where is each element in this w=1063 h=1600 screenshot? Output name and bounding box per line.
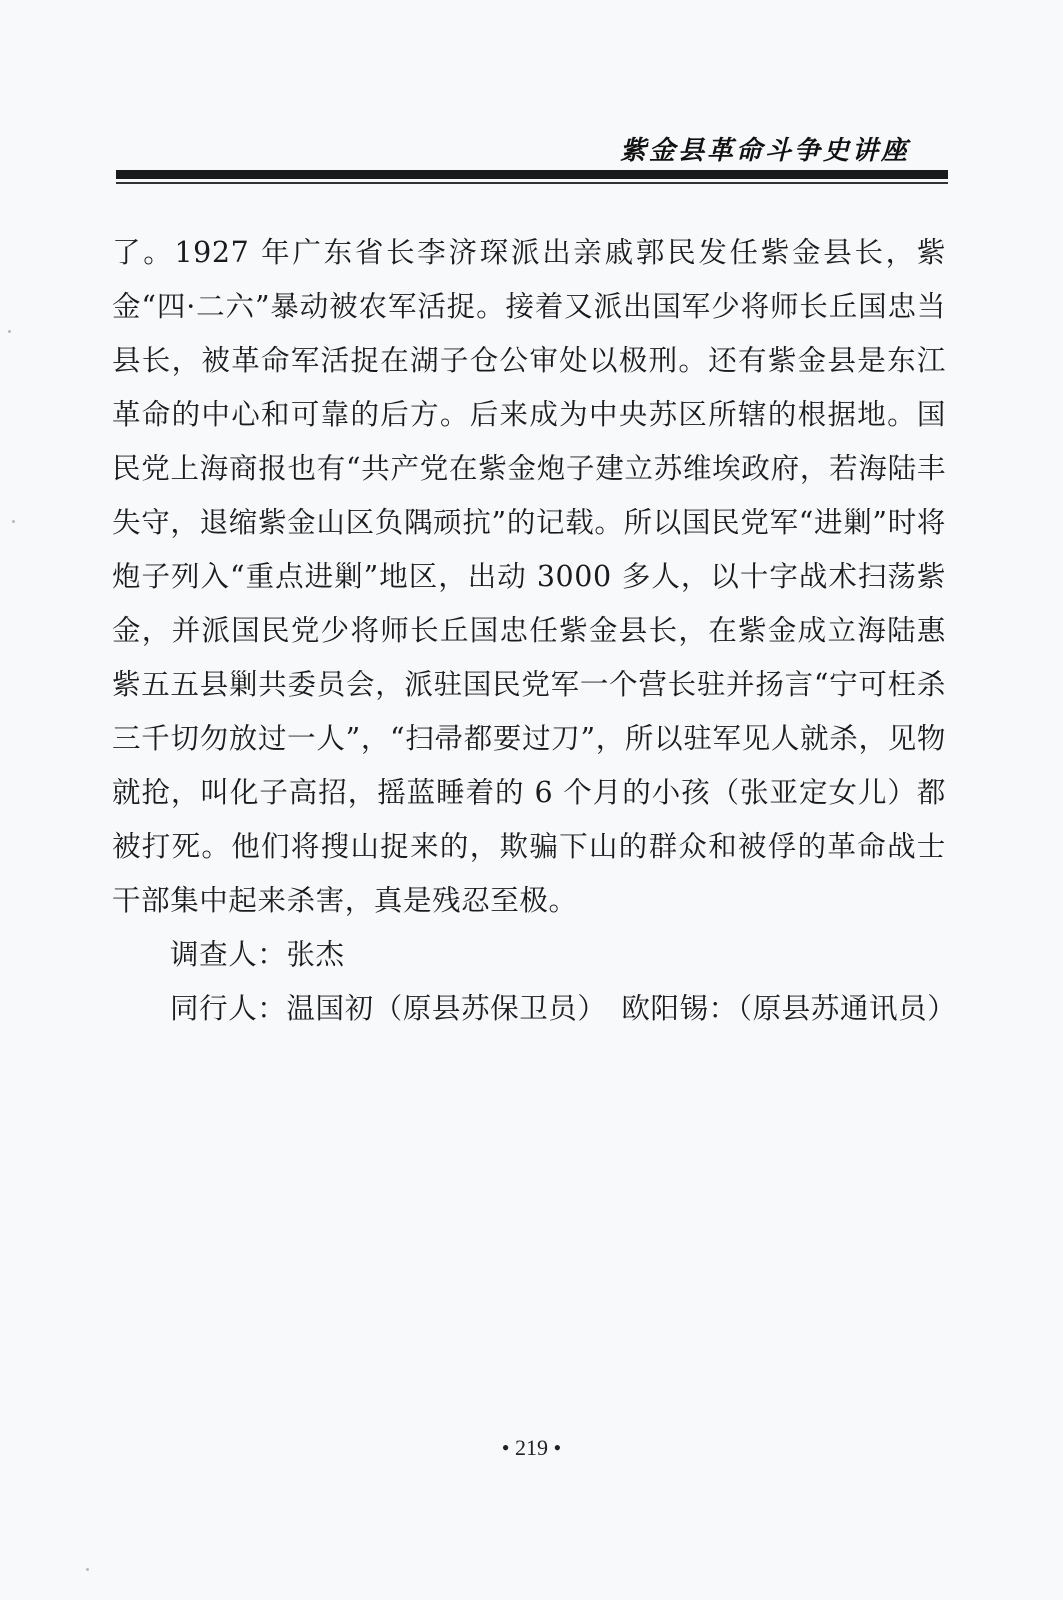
body-text (112, 226, 957, 1036)
scan-speck (86, 1568, 89, 1571)
running-header-title: 紫金县革命斗争史讲座 (620, 136, 911, 166)
companions-line: 同行人：温国初（原县苏保卫员） 欧阳锡：（原县苏通讯员） (170, 992, 957, 1025)
header-rule-thin (116, 182, 948, 184)
main-paragraph: 了。1927 年广东省长李济琛派出亲戚郭民发任紫金县长，紫金“四·二六”暴动被农军活捉。接着又派出国军少将师长丘国忠当县长，被革命军活捉在湖子仓公审处以极刑。还有紫金县是东江革命的中心和可靠的后方。后来成为中央苏区所辖的根据地。国民党上海商报也有“共产党在紫金炮子建立苏维埃政府，若海陆丰失守，退缩紫金山区负隅顽抗”的记载。所以国民党军“进剿”时将炮子列入“重点进剿”地区，出动 3000 多人，以十字战术扫荡紫金，并派国民党少将师长丘国忠任紫金县长，在紫金成立海陆惠紫五五县剿共委员会，派驻国民党军一个营长驻并扬言“宁可枉杀三千切勿放过一人”，“扫帚都要过刀”，所以驻军见人就杀，见物就抢，叫化子高招，摇蓝睡着的 6 个月的小孩（张亚定女儿）都被打死。他们将搜山捉来的，欺骗下山的群众和被俘的革命战士干部集中起来杀害，真是残忍至极。 (112, 236, 946, 917)
scan-speck (12, 520, 15, 523)
investigator-line: 调查人：张杰 (170, 938, 345, 971)
scan-speck (8, 330, 11, 333)
header-rule-thick (116, 170, 948, 179)
page-number: • 219 • (501, 1435, 562, 1460)
